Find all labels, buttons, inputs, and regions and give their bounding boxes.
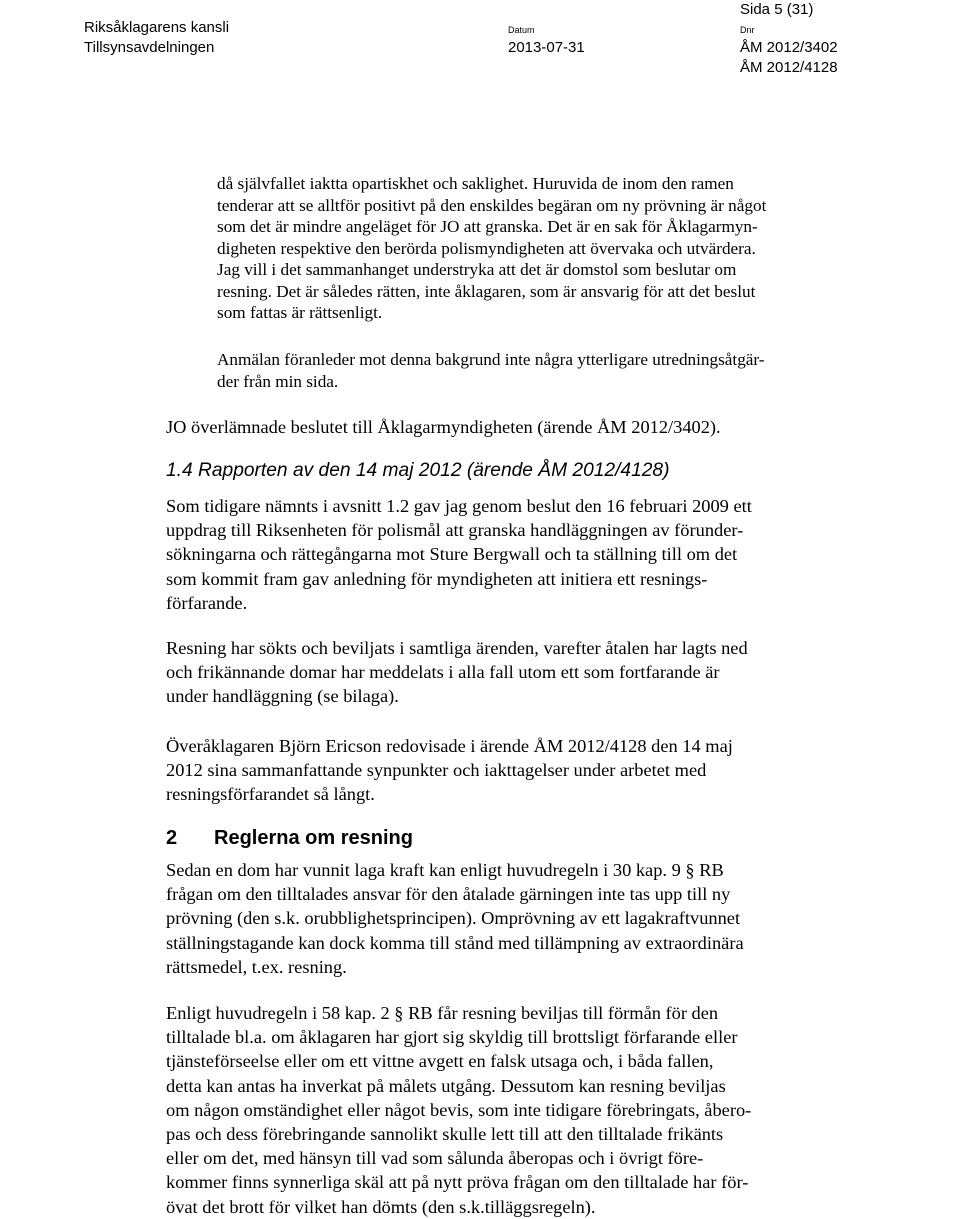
- quote-line: som det är mindre angeläget för JO att granska. Det är en sak för Åklagarmyn-: [217, 217, 758, 236]
- dnr-value-1: ÅM 2012/3402: [740, 39, 838, 56]
- quote-line: resning. Det är således rätten, inte åklagaren, som är ansvarig för att det beslut: [217, 281, 756, 301]
- body-line: resningsförfarandet så långt.: [166, 784, 375, 805]
- body-line: rättsmedel, t.ex. resning.: [166, 956, 347, 977]
- body-line: övat det brott för vilket han dömts (den s.k.tilläggsregeln).: [166, 1196, 596, 1217]
- body-line: förfarande.: [166, 592, 248, 613]
- body-line: kommer finns synnerliga skäl att på nytt pröva frågan om den tilltalade har för-: [166, 1172, 749, 1193]
- section-2-paragraph-1: [166, 858, 836, 979]
- section-1-4-heading: 1.4 Rapporten av den 14 maj 2012 (ärende ÅM 2012/4128): [166, 460, 670, 481]
- quote-line: der från min sida.: [217, 371, 339, 391]
- body-line: uppdrag till Riksenheten för polismål att granska handläggningen av förunder-: [166, 520, 744, 541]
- quote-line: då självfallet iaktta opartiskhet och saklighet. Huruvida de inom den ramen: [217, 174, 734, 193]
- body-line: Resning har sökts och beviljats i samtliga ärenden, varefter åtalen har lagts ned: [166, 638, 748, 658]
- date-label: Datum: [508, 25, 535, 35]
- body-line: tilltalade bl.a. om åklagaren har gjort sig skyldig till brottsligt förfarande eller: [166, 1027, 738, 1048]
- body-line: Sedan en dom har vunnit laga kraft kan enligt huvudregeln i 30 kap. 9 § RB: [166, 860, 724, 880]
- quote-paragraph-2: [217, 349, 832, 392]
- quote-line: tenderar att se alltför positivt på den enskildes begäran om ny prövning är något: [217, 195, 767, 215]
- section-1-4-paragraph-3: [166, 734, 836, 807]
- body-line: Överåklagaren Björn Ericson redovisade i ärende ÅM 2012/4128 den 14 maj: [166, 736, 733, 756]
- section-1-4-paragraph-2: [166, 636, 836, 709]
- body-line: detta kan antas ha inverkat på målets utgång. Dessutom kan resning beviljas: [166, 1075, 726, 1096]
- body-line: pas och dess förebringande sannolikt skulle lett till att den tilltalade frikänts: [166, 1124, 724, 1145]
- date-value: 2013-07-31: [508, 39, 585, 56]
- body-line: som kommit fram gav anledning för myndigheten att initiera ett resnings-: [166, 568, 708, 589]
- body-line: ställningstagande kan dock komma till stånd med tillämpning av extraordinära: [166, 932, 744, 953]
- body-line: JO överlämnade beslutet till Åklagarmyndigheten (ärende ÅM 2012/3402).: [166, 417, 721, 437]
- body-line: under handläggning (se bilaga).: [166, 686, 399, 707]
- body-line: och frikännande domar har meddelats i alla fall utom ett som fortfarande är: [166, 662, 720, 683]
- body-line: sökningarna och rättegångarna mot Sture Bergwall och ta ställning till om det: [166, 544, 738, 565]
- body-line: eller om det, med hänsyn till vad som sålunda åberopas och i övrigt före-: [166, 1148, 704, 1169]
- body-line: om någon omständighet eller något bevis, som inte tidigare förebringats, åbero-: [166, 1099, 752, 1120]
- quote-line: Jag vill i det sammanhanget understryka att det är domstol som beslutar om: [217, 260, 737, 279]
- body-line: Som tidigare nämnts i avsnitt 1.2 gav jag genom beslut den 16 februari 2009 ett: [166, 496, 752, 516]
- body-line: prövning (den s.k. orubblighetsprincipen). Omprövning av ett lagakraftvunnet: [166, 908, 741, 929]
- section-2-paragraph-2: [166, 1001, 836, 1219]
- body-line: Enligt huvudregeln i 58 kap. 2 § RB får resning beviljas till förmån för den: [166, 1003, 719, 1023]
- section-title: Reglerna om resning: [214, 827, 413, 849]
- org-name: Riksåklagarens kansli: [84, 19, 230, 36]
- section-2-heading: [166, 827, 413, 850]
- section-number: 2: [166, 827, 178, 849]
- dnr-value-2: ÅM 2012/4128: [740, 59, 838, 76]
- page-number: Sida 5 (31): [740, 1, 814, 18]
- body-line: 2012 sina sammanfattande synpunkter och iakttagelser under arbetet med: [166, 760, 707, 781]
- quote-line: digheten respektive den berörda polismyndigheten att övervaka och utvärdera.: [217, 238, 756, 258]
- quote-line: Anmälan föranleder mot denna bakgrund inte några ytterligare utredningsåtgär-: [217, 350, 765, 369]
- section-1-4-paragraph-1: [166, 494, 836, 615]
- body-line: tjänsteförseelse eller om ett vittne avgett en falsk utsaga och, i båda fallen,: [166, 1051, 714, 1072]
- quote-paragraph-1: [217, 173, 832, 324]
- jo-paragraph: [166, 415, 836, 439]
- dnr-label: Dnr: [740, 25, 755, 35]
- body-line: frågan om den tilltalades ansvar för den åtalade gärningen inte tas upp till ny: [166, 884, 731, 905]
- quote-line: som fattas är rättsenligt.: [217, 303, 383, 322]
- department-name: Tillsynsavdelningen: [84, 39, 215, 56]
